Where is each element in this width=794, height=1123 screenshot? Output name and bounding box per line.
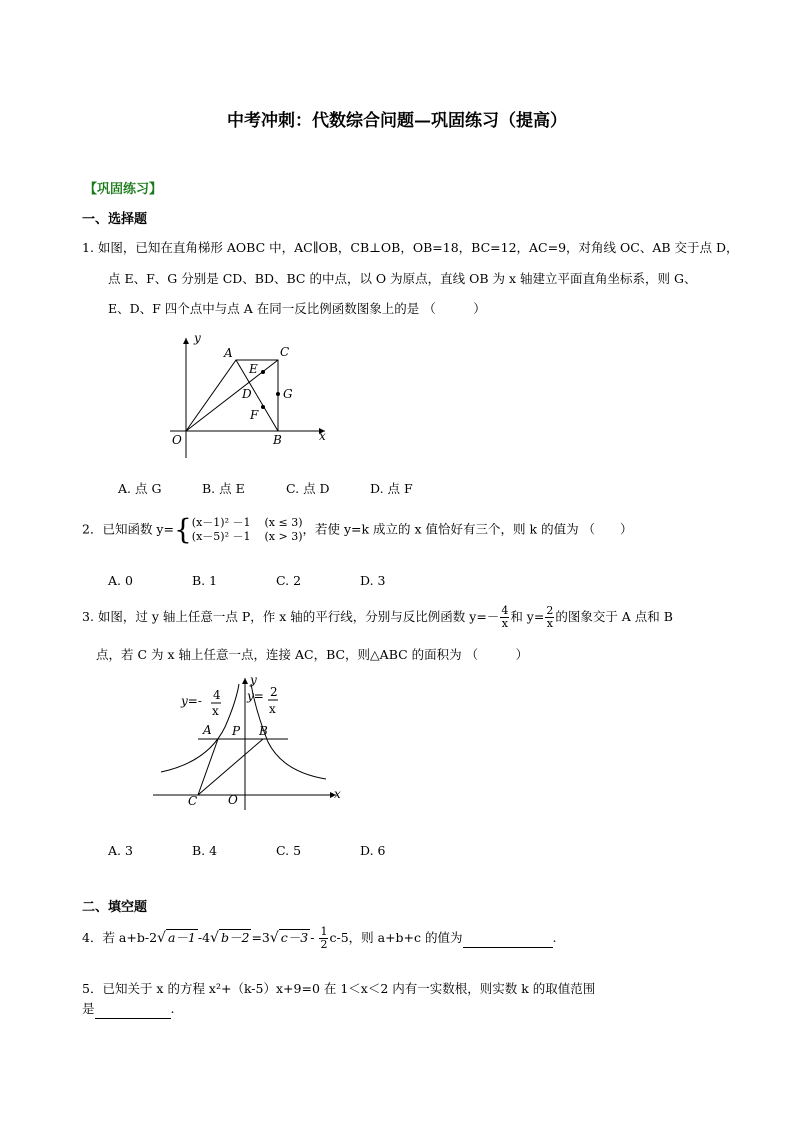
q1-point-f (261, 405, 265, 409)
q2-option-d[interactable]: D. 3 (360, 573, 386, 588)
q3-left-eq-pre: y=- (181, 694, 202, 708)
q4-sqrt-1: a－1 (167, 930, 196, 945)
fill-section-heading: 二、填空题 (82, 900, 148, 915)
q1-label-a: A (224, 346, 233, 360)
q3-options (108, 843, 444, 858)
practice-heading: 【巩固练习】 (84, 182, 163, 197)
q3-right-eq-den: x (269, 702, 276, 716)
choice-section-heading: 一、选择题 (82, 212, 148, 227)
q2-suffix: ，若使 y=k 成立的 x 值恰好有三个，则 k 的值为 （ ） (302, 521, 633, 537)
q5-pre: 是 (82, 1001, 95, 1016)
q2-option-a[interactable]: A. 0 (108, 573, 133, 588)
q4-mid1: -4 (197, 930, 211, 945)
q3-right-eq-pre: y= (247, 689, 264, 703)
q5-line1: 5．已知关于 x 的方程 x²+（k-5）x+9=0 在 1＜x＜2 内有一实数根，则实数 k 的取值范围 (82, 981, 596, 996)
q1-label-f: F (250, 408, 259, 422)
q4-end: . (552, 930, 557, 945)
q1-label-b: B (273, 433, 282, 447)
q4-sqrt-3: c－3 (280, 930, 309, 945)
q1-label-g: G (283, 387, 293, 401)
q1-label-e: E (249, 362, 258, 376)
q3-right-eq-num: 2 (270, 685, 278, 699)
q3-label-y: y (250, 673, 257, 687)
q1-label-c: C (280, 345, 290, 359)
q1-option-c[interactable]: C. 点 D (286, 481, 330, 496)
q5-end: . (170, 1001, 175, 1016)
q3-option-b[interactable]: B. 4 (192, 843, 218, 858)
q3-label-b: B (259, 724, 268, 738)
q3-label-x: x (334, 787, 341, 801)
q2-case2: (x－5)² －1 (191, 530, 251, 543)
q2-option-c[interactable]: C. 2 (276, 573, 302, 588)
q3-option-a[interactable]: A. 3 (108, 843, 133, 858)
q3-fraction-2 (545, 605, 554, 630)
q3-label-a: A (203, 723, 212, 737)
q4-line: 4．若 a+b-2√ a－1 -4√ b－2 =3√ c－3 - $\frac{1}{2}$ c-5，则 a+b+c 的值为 . (82, 925, 557, 951)
q3-f2-num: 2 (546, 604, 554, 617)
q3-option-d[interactable]: D. 6 (360, 843, 386, 858)
q3-label-p: P (232, 724, 241, 738)
q2-piecewise (192, 516, 303, 544)
q4-fraction (319, 926, 328, 951)
q3-part2: 和 y= (510, 609, 545, 624)
q3-part1: 3. 如图，过 y 轴上任意一点 P，作 x 轴的平行线，分别与反比例函数 y=－ (82, 609, 500, 624)
q4-answer-blank[interactable] (463, 929, 553, 948)
q2-options (108, 573, 444, 588)
q2-cond2: (x > 3) (264, 530, 303, 543)
page-title: 中考冲刺：代数综合问题—巩固练习（提高） (227, 111, 567, 131)
q1-option-d[interactable]: D. 点 F (370, 481, 413, 496)
q1-option-a[interactable]: A. 点 G (118, 481, 162, 496)
q3-label-o: O (228, 793, 238, 807)
q3-part3: 的图象交于 A 点和 B (555, 609, 673, 624)
q3-f1-den: x (501, 617, 508, 630)
q3-left-eq-num: 4 (213, 688, 221, 702)
q3-option-c[interactable]: C. 5 (276, 843, 302, 858)
q2-case1: (x－1)² －1 (191, 516, 251, 529)
q1-point-g (276, 392, 280, 396)
q2-option-b[interactable]: B. 1 (192, 573, 218, 588)
q4-mid2: =3 (251, 930, 270, 945)
q1-point-e (261, 370, 265, 374)
q3-fraction-1 (500, 605, 509, 630)
q4-sqrt-2: b－2 (220, 930, 250, 945)
q3-line1 (82, 605, 673, 630)
q1-label-d: D (242, 387, 252, 401)
q5-line2 (82, 1000, 175, 1019)
q1-label-y: y (194, 331, 201, 345)
q2-line (82, 513, 633, 546)
q3-f1-num: 4 (501, 604, 509, 617)
q4-frac-num: 1 (320, 925, 328, 938)
q3-figure (148, 672, 348, 812)
q2-prefix: 2．已知函数 y= (82, 521, 174, 537)
q1-options (118, 479, 454, 497)
q1-option-b[interactable]: B. 点 E (202, 481, 245, 496)
q3-f2-den: x (546, 617, 553, 630)
q2-brace: { (173, 513, 192, 546)
q4-mid3: - (310, 930, 319, 945)
q1-line3: E、D、F 四个点中与点 A 在同一反比例函数图象上的是 （ ） (108, 301, 486, 316)
q1-figure (165, 328, 345, 463)
q1-line1: 1. 如图，已知在直角梯形 AOBC 中，AC∥OB，CB⊥OB，OB=18，BC=12，AC=9，对角线 OC、AB 交于点 D， (82, 240, 739, 255)
q1-line2: 点 E、F、G 分别是 CD、BD、BC 的中点，以 O 为原点，直线 OB 为 x 轴建立平面直角坐标系，则 G、 (108, 271, 697, 286)
q3-left-eq-den: x (212, 704, 219, 718)
q4-pre: 4．若 a+b-2 (82, 930, 158, 945)
q1-label-x: x (319, 429, 326, 443)
q1-label-o: O (172, 433, 182, 447)
q4-post: c-5，则 a+b+c 的值为 (329, 930, 463, 945)
q5-answer-blank[interactable] (95, 1000, 171, 1019)
q2-cond1: (x ≤ 3) (264, 516, 303, 529)
q3-line2: 点，若 C 为 x 轴上任意一点，连接 AC，BC，则△ABC 的面积为 （ ） (96, 647, 529, 662)
q3-label-c: C (188, 794, 198, 808)
q4-frac-den: 2 (320, 938, 328, 951)
